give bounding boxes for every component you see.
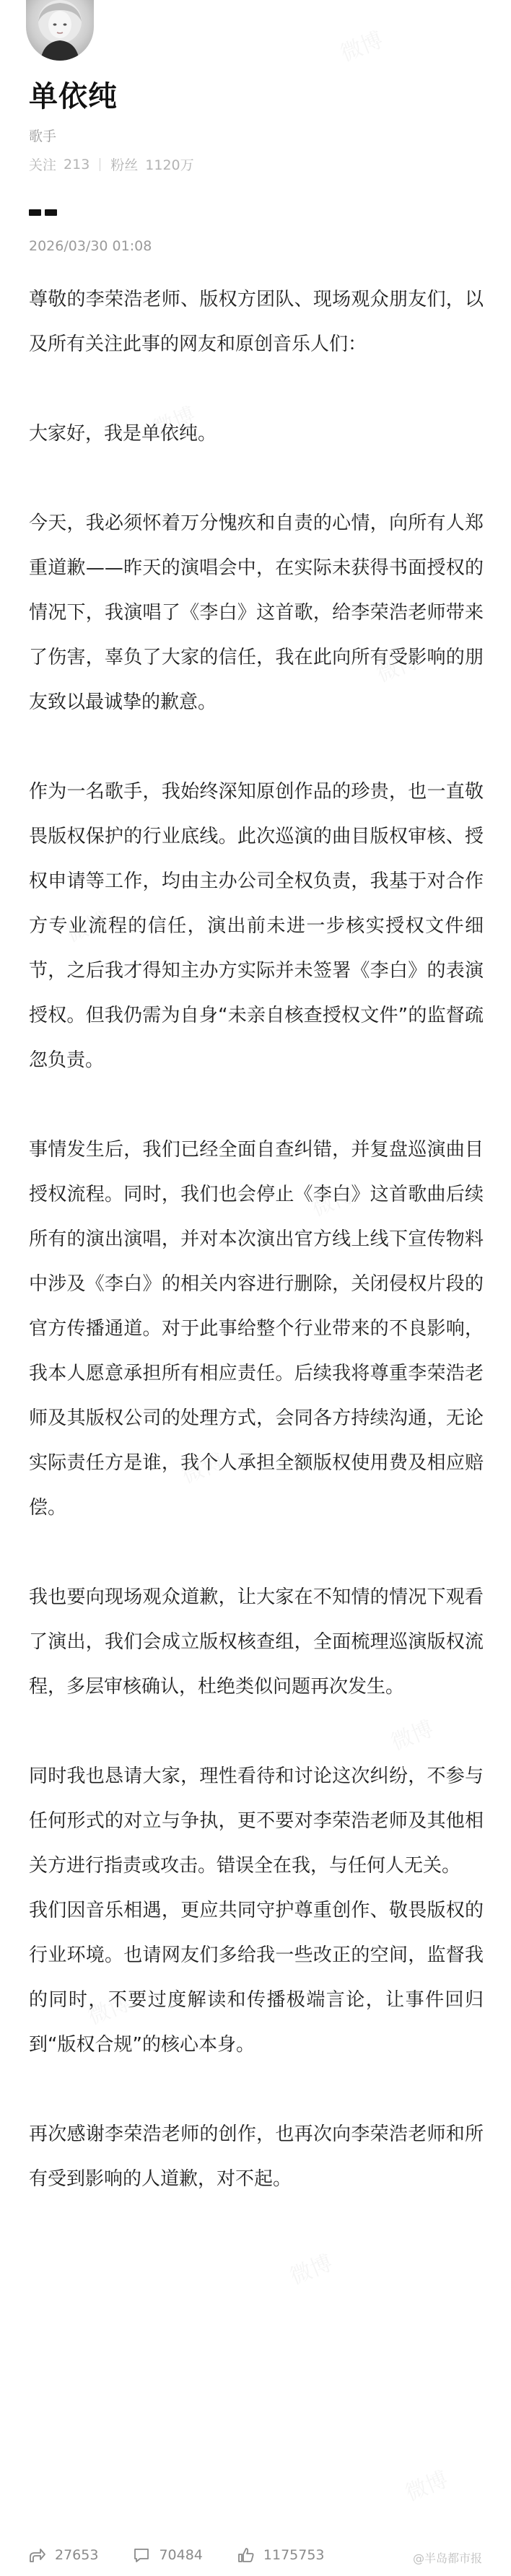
post-paragraph: 再次感谢李荣浩老师的创作，也再次向李荣浩老师和所有受到影响的人道歉，对不起。 <box>29 2123 484 2190</box>
post-paragraph: 大家好，我是单依纯。 <box>29 423 217 445</box>
post-paragraph: 我也要向现场观众道歉，让大家在不知情的情况下观看了演出，我们会成立版权核查组，全面梳理巡演版权流程，多层审核确认，杜绝类似问题再次发生。 <box>29 1586 484 1698</box>
profile-stats <box>29 154 194 174</box>
post-paragraph: 尊敬的李荣浩老师、版权方团队、现场观众朋友们，以及所有关注此事的网友和原创音乐人们： <box>29 289 484 355</box>
paragraph-gap <box>29 2067 484 2112</box>
post-body <box>29 277 484 2201</box>
post-paragraph: 今天，我必须怀着万分愧疚和自责的心情，向所有人郑重道歉——昨天的演唱会中，在实际未获得书面授权的情况下，我演唱了《李白》这首歌，给李荣浩老师带来了伤害，辜负了大家的信任，我在此向所有受影响的朋友致以最诚挚的歉意。 <box>29 512 484 713</box>
like-count: 1175753 <box>263 2547 325 2563</box>
comment-count: 70484 <box>159 2547 203 2563</box>
weibo-watermark <box>400 2461 452 2507</box>
like-button[interactable] <box>237 2547 325 2563</box>
weibo-watermark <box>284 2245 336 2290</box>
share-button[interactable] <box>29 2547 98 2563</box>
share-icon <box>29 2547 46 2563</box>
avatar-portrait-icon <box>26 0 94 61</box>
paragraph-gap <box>29 367 484 411</box>
paragraph-gap <box>29 725 484 769</box>
following-label[interactable]: 关注 <box>29 157 57 173</box>
comment-button[interactable] <box>133 2547 202 2563</box>
user-name[interactable]: 单依纯 <box>29 80 118 113</box>
user-title: 歌手 <box>29 128 57 144</box>
avatar[interactable] <box>26 0 94 61</box>
post-paragraph: 我们因音乐相遇，更应共同守护尊重创作、敬畏版权的行业环境。也请网友们多给我一些改正的空间，监督我的同时，不要过度解读和传播极端言论，让事件回归到“版权合规”的核心本身。 <box>29 1900 484 2056</box>
comment-icon <box>133 2547 150 2563</box>
paragraph-gap <box>29 456 484 501</box>
source-watermark: @半岛都市报 <box>412 2551 482 2565</box>
post-paragraph: 作为一名歌手，我始终深知原创作品的珍贵，也一直敬畏版权保护的行业底线。此次巡演的曲目版权审核、授权申请等工作，均由主办公司全权负责，我基于对合作方专业流程的信任，演出前未进一步核实授权文件细节，之后我才得知主办方实际并未签署《李白》的表演授权。但我仍需为自身“未亲自核查授权文件”的监督疏忽负责。 <box>29 781 484 1071</box>
followers-label[interactable]: 粉丝 <box>110 157 139 173</box>
paragraph-gap <box>29 1709 484 1754</box>
weibo-watermark <box>335 22 387 67</box>
post-timestamp: 2026/03/30 01:08 <box>29 238 152 254</box>
post-paragraph: 同时我也恳请大家，理性看待和讨论这次纠纷，不参与任何形式的对立与争执，更不要对李荣浩老师及其他相关方进行指责或攻击。错误全在我，与任何人无关。 <box>29 1765 484 1877</box>
post-paragraph: 事情发生后，我们已经全面自查纠错，并复盘巡演曲目授权流程。同时，我们也会停止《李白》这首歌曲后续所有的演出演唱，并对本次演出官方线上线下宣传物料中涉及《李白》的相关内容进行删除，关闭侵权片段的官方传播通道。对于此事给整个行业带来的不良影响，我本人愿意承担所有相应责任。后续我将尊重李荣浩老师及其版权公司的处理方式，会同各方持续沟通，无论实际责任方是谁，我个人承担全额版权使用费及相应赔偿。 <box>29 1139 484 1519</box>
paragraph-gap <box>29 1083 484 1127</box>
following-count[interactable]: 213 <box>64 156 90 173</box>
followers-count[interactable]: 1120万 <box>145 157 194 173</box>
like-icon <box>237 2547 255 2563</box>
share-count: 27653 <box>55 2547 99 2563</box>
quote-icon <box>29 205 61 212</box>
paragraph-gap <box>29 1530 484 1575</box>
